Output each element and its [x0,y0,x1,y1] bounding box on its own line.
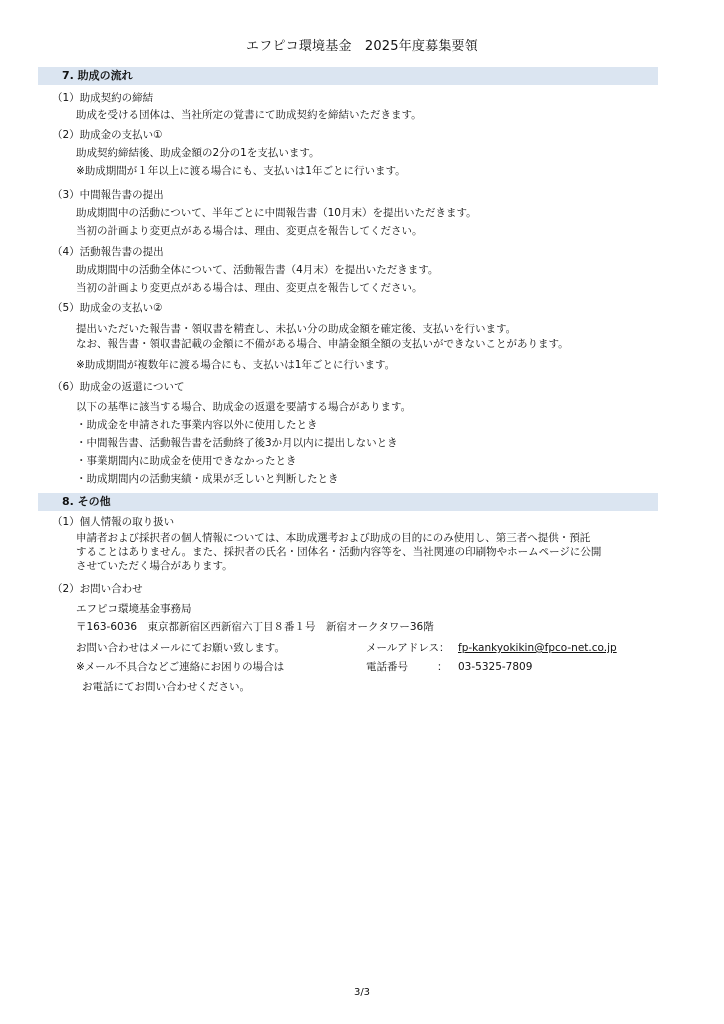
contact-address: 〒163-6036 東京都新宿区西新宿六丁目８番１号 新宿オークタワー36階 [76,621,434,633]
contact-phone-label: 電話番号 [366,661,408,673]
contact-email-link[interactable]: fp-kankyokikin@fpco-net.co.jp [458,642,617,654]
s8-item1-line2: することはありません。また、採択者の氏名・団体名・活動内容等を、当社関連の印刷物やホームページに公開 [76,546,602,558]
section-7-heading: 7. 助成の流れ [38,67,658,85]
s7-item1-line1: 助成を受ける団体は、当社所定の覚書にて助成契約を締結いただきます。 [76,109,422,121]
contact-phone-note: ※メール不具合などご連絡にお困りの場合は [76,661,285,673]
s7-item2-line1: 助成契約締結後、助成金額の2分の1を支払います。 [76,147,320,159]
contact-phone-colon: ： [437,661,448,673]
contact-phone-number: 03-5325-7809 [458,661,533,673]
s7-item3-line2: 当初の計画より変更点がある場合は、理由、変更点を報告してください。 [76,225,423,237]
s7-item5-line3: ※助成期間が複数年に渡る場合にも、支払いは1年ごとに行います。 [76,359,396,371]
s7-item3-line1: 助成期間中の活動について、半年ごとに中間報告書（10月末）を提出いただきます。 [76,207,477,219]
contact-email-note: お問い合わせはメールにてお願い致します。 [76,642,285,654]
s7-item5-line1: 提出いただいた報告書・領収書を精査し、未払い分の助成金額を確定後、支払いを行います。 [76,323,517,335]
s8-item1-line1: 申請者および採択者の個人情報については、本助成選考および助成の目的にのみ使用し、第三者へ提供・預託 [76,532,591,544]
s7-item2-title: （2）助成金の支払い① [52,129,163,141]
s7-item1-title: （1）助成契約の締結 [52,92,154,104]
s7-item4-line1: 助成期間中の活動全体について、活動報告書（4月末）を提出いただきます。 [76,264,439,276]
section-8-heading: 8. その他 [38,493,658,511]
s7-item4-line2: 当初の計画より変更点がある場合は、理由、変更点を報告してください。 [76,282,423,294]
document-title: エフピコ環境基金 2025年度募集要領 [246,39,478,54]
s7-item2-line2: ※助成期間が１年以上に渡る場合にも、支払いは1年ごとに行います。 [76,165,406,177]
s7-item6-bullet: ・中間報告書、活動報告書を活動終了後3か月以内に提出しないとき [76,437,398,449]
s7-item6-title: （6）助成金の返還について [52,381,185,393]
s8-item1-line3: させていただく場合があります。 [76,560,233,572]
s7-item5-line2: なお、報告書・領収書記載の金額に不備がある場合、申請金額全額の支払いができないことがあります。 [76,338,569,350]
s8-item2-title: （2）お問い合わせ [52,583,143,595]
page-number: 3/3 [353,987,371,998]
s7-item6-bullet: ・助成期間内の活動実績・成果が乏しいと判断したとき [76,473,339,485]
s7-item6-bullet: ・助成金を申請された事業内容以外に使用したとき [76,419,318,431]
s7-item5-title: （5）助成金の支払い② [52,302,163,314]
contact-org: エフピコ環境基金事務局 [76,603,192,615]
s8-item1-title: （1）個人情報の取り扱い [52,516,175,528]
contact-email-label: メールアドレス： [366,642,450,654]
s7-item3-title: （3）中間報告書の提出 [52,189,164,201]
s7-item6-line1: 以下の基準に該当する場合、助成金の返還を要請する場合があります。 [76,401,412,413]
contact-phone-note2: お電話にてお問い合わせください。 [82,681,250,693]
s7-item6-bullet: ・事業期間内に助成金を使用できなかったとき [76,455,297,467]
s7-item4-title: （4）活動報告書の提出 [52,246,164,258]
